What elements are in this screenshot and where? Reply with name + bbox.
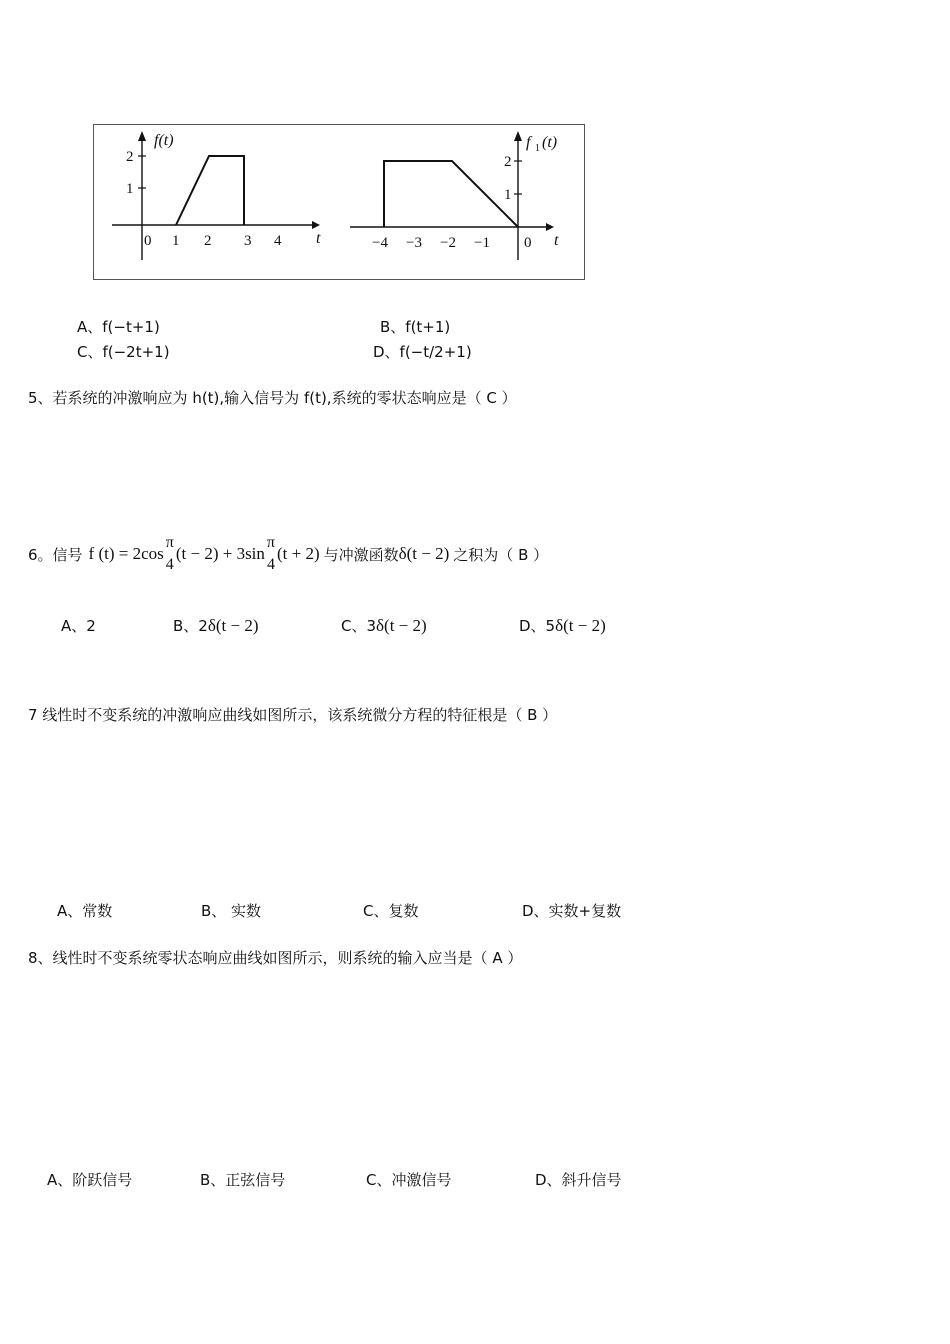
q6-frac-den: 4 (266, 556, 275, 573)
q6-option-label: D、5 (519, 617, 556, 635)
q6-expr-b: (t − 2) + 3sin (175, 544, 265, 563)
right-xtick-label: −4 (372, 235, 388, 251)
q8-option-d: D、斜升信号 (535, 1171, 622, 1189)
left-x-arrow (312, 221, 320, 229)
q6-frac-num: π (266, 534, 275, 551)
q4-option-c: C、f(−2t+1) (77, 343, 170, 361)
q6-option-d (519, 615, 606, 636)
q6-option-b (173, 615, 259, 636)
left-xtick-label: 3 (244, 233, 252, 249)
right-t-label: t (554, 232, 559, 249)
q6-frac-den: 4 (165, 556, 174, 573)
q6-suffix: 之积为（ B ） (453, 545, 549, 564)
left-xtick-label: 0 (144, 233, 152, 249)
q6-option-math: δ(t − 2) (376, 615, 427, 635)
signal-figure (93, 124, 585, 280)
q6-fraction-2 (267, 532, 275, 576)
left-f-label: f(t) (154, 132, 174, 149)
right-signal-curve (384, 161, 518, 227)
right-xtick-label: −1 (474, 235, 490, 251)
q4-option-a: A、f(−t+1) (77, 318, 160, 336)
right-f1-subscript: 1 (535, 143, 540, 154)
q6-expr-c: (t + 2) (276, 544, 320, 563)
q8-option-c: C、冲激信号 (366, 1171, 452, 1189)
left-signal-curve (176, 156, 244, 225)
q4-option-b: B、f(t+1) (380, 318, 451, 336)
q6-option-label: B、2 (173, 617, 208, 635)
q6-option-math: δ(t − 2) (555, 615, 606, 635)
q6-delta-expr: δ(t − 2) (398, 544, 450, 563)
plot-f1-t (350, 131, 559, 260)
left-ytick-label: 1 (126, 181, 134, 197)
left-ytick-label: 2 (126, 149, 134, 165)
q6-frac-num: π (165, 534, 174, 551)
left-xtick-label: 1 (172, 233, 180, 249)
q6-mid: 与冲激函数 (323, 545, 399, 564)
q5-question: 5、若系统的冲激响应为 h(t),输入信号为 f(t),系统的零状态响应是（ C ） (28, 389, 517, 407)
q8-option-b: B、正弦信号 (200, 1171, 286, 1189)
left-xtick-label: 2 (204, 233, 212, 249)
q7-question: 7 线性时不变系统的冲激响应曲线如图所示，该系统微分方程的特征根是（ B ） (28, 706, 558, 724)
q6-fraction-1 (166, 532, 174, 576)
q6-question (28, 532, 548, 576)
q6-prefix: 6。信号 (28, 545, 83, 564)
right-ytick-label: 1 (504, 187, 512, 203)
q7-option-d: D、实数+复数 (522, 902, 622, 920)
q7-option-a: A、常数 (57, 902, 113, 920)
left-xtick-label: 4 (274, 233, 282, 249)
q6-option-c (341, 615, 427, 636)
right-xtick-label: 0 (524, 235, 532, 251)
q8-question: 8、线性时不变系统零状态响应曲线如图所示，则系统的输入应当是（ A ） (28, 949, 523, 967)
q6-expr-a: f (t) = 2cos (88, 544, 164, 563)
left-y-arrow (138, 131, 146, 141)
q6-option-math: δ(t − 2) (207, 615, 259, 635)
q6-option-label: A、2 (61, 617, 96, 635)
right-xtick-label: −2 (440, 235, 456, 251)
right-f1-suffix: (t) (542, 134, 558, 151)
q7-option-b: B、 实数 (201, 902, 262, 920)
q7-option-c: C、复数 (363, 902, 419, 920)
right-xtick-label: −3 (406, 235, 422, 251)
q6-option-a (61, 615, 96, 636)
right-y-arrow (514, 131, 522, 141)
signal-plots-svg (94, 125, 584, 279)
right-x-arrow (546, 223, 554, 231)
q8-option-a: A、阶跃信号 (47, 1171, 133, 1189)
q4-option-d: D、f(−t/2+1) (373, 343, 472, 361)
q6-option-label: C、3 (341, 617, 377, 635)
left-t-label: t (316, 230, 321, 247)
right-ytick-label: 2 (504, 154, 512, 170)
right-f1-label: f (526, 134, 531, 151)
plot-f-t (112, 131, 321, 260)
